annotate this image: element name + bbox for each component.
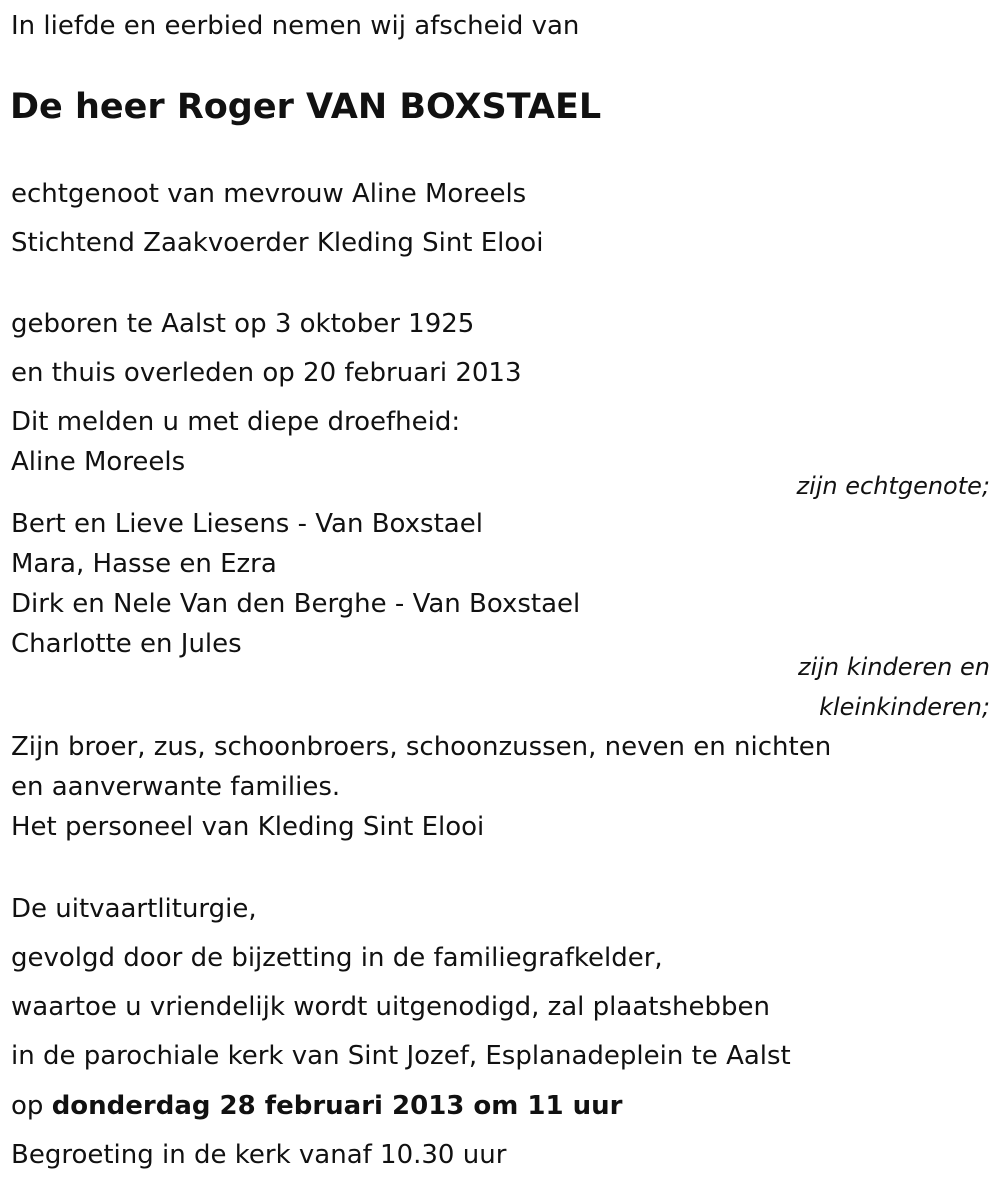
family-line-2: en aanverwante families. — [11, 772, 341, 802]
family-line-3: Het personeel van Kleding Sint Elooi — [11, 812, 485, 842]
relation-line: echtgenoot van mevrouw Aline Moreels — [11, 179, 527, 209]
funeral-date-prefix: op — [11, 1091, 52, 1121]
children-role-line-2: kleinkinderen; — [819, 693, 990, 721]
funeral-line-2: gevolgd door de bijzetting in de familiegrafkelder, — [11, 943, 663, 973]
announce-line: Dit melden u met diepe droefheid: — [11, 407, 461, 437]
funeral-date-line — [11, 1090, 623, 1122]
died-line: en thuis overleden op 20 februari 2013 — [11, 358, 522, 388]
occupation-line: Stichtend Zaakvoerder Kleding Sint Elooi — [11, 228, 544, 258]
child-line-3: Dirk en Nele Van den Berghe - Van Boxstael — [11, 589, 581, 619]
child-line-4: Charlotte en Jules — [11, 629, 242, 659]
funeral-line-4: in de parochiale kerk van Sint Jozef, Esplanadeplein te Aalst — [11, 1041, 791, 1071]
funeral-date: donderdag 28 februari 2013 om 11 uur — [51, 1091, 623, 1121]
funeral-line-3: waartoe u vriendelijk wordt uitgenodigd, zal plaatshebben — [11, 992, 770, 1022]
family-line-1: Zijn broer, zus, schoonbroers, schoonzussen, neven en nichten — [11, 732, 832, 762]
funeral-line-1: De uitvaartliturgie, — [11, 894, 257, 924]
spouse-role: zijn echtgenote; — [796, 472, 990, 500]
born-line: geboren te Aalst op 3 oktober 1925 — [11, 309, 475, 339]
intro-text: In liefde en eerbied nemen wij afscheid van — [11, 11, 580, 41]
child-line-1: Bert en Lieve Liesens - Van Boxstael — [11, 509, 483, 539]
child-line-2: Mara, Hasse en Ezra — [11, 549, 277, 579]
deceased-name: De heer Roger VAN BOXSTAEL — [10, 87, 602, 127]
children-role-line-1: zijn kinderen en — [798, 653, 990, 681]
greeting-line: Begroeting in de kerk vanaf 10.30 uur — [11, 1140, 507, 1170]
spouse-name: Aline Moreels — [11, 447, 186, 477]
